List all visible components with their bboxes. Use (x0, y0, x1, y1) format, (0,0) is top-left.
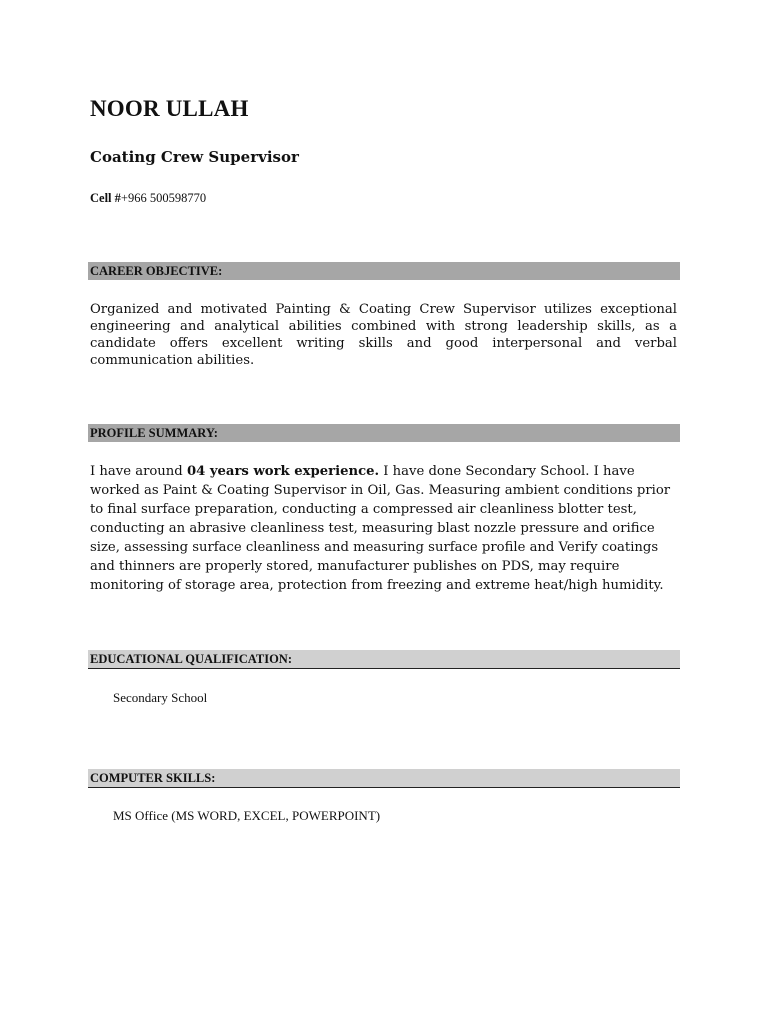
education-heading: EDUCATIONAL QUALIFICATION: (88, 650, 680, 669)
profile-summary-text (90, 462, 680, 595)
computer-skills-heading: COMPUTER SKILLS: (88, 769, 680, 788)
career-objective-text: Organized and motivated Painting & Coating Crew Supervisor utilizes exceptional engineering and analytical abilities combined with strong leadership skills, as a candidate offers excellent writing skills and good interpersonal and verbal communication abilities. (90, 302, 677, 368)
contact-phone (90, 191, 206, 206)
candidate-name: NOOR ULLAH (90, 96, 249, 121)
phone-number: +966 500598770 (120, 191, 207, 205)
profile-summary-heading: PROFILE SUMMARY: (88, 424, 680, 442)
summary-experience: 04 years work experience. (186, 464, 380, 479)
computer-skill-item: MS Office (MS WORD, EXCEL, POWERPOINT) (113, 808, 381, 823)
job-title: Coating Crew Supervisor (90, 148, 299, 166)
summary-details: I have done Secondary School. I have worked as Paint & Coating Supervisor in Oil, Gas. Measuring ambient conditions prior to final surface preparation, conducting a compressed air cleanliness blotter test, conducting an abrasive cleanliness test, measuring blast nozzle pressure and orifice size, assessing surface cleanliness and measuring surface profile and Verify coatings and thinners are properly stored, manufacturer publishes on PDS, may require monitoring of storage area, protection from freezing and extreme heat/high humidity. (90, 464, 671, 593)
education-item: Secondary School (113, 690, 208, 705)
phone-label: Cell # (90, 191, 121, 205)
summary-intro: I have around (90, 464, 187, 479)
career-objective-heading: CAREER OBJECTIVE: (88, 262, 680, 280)
